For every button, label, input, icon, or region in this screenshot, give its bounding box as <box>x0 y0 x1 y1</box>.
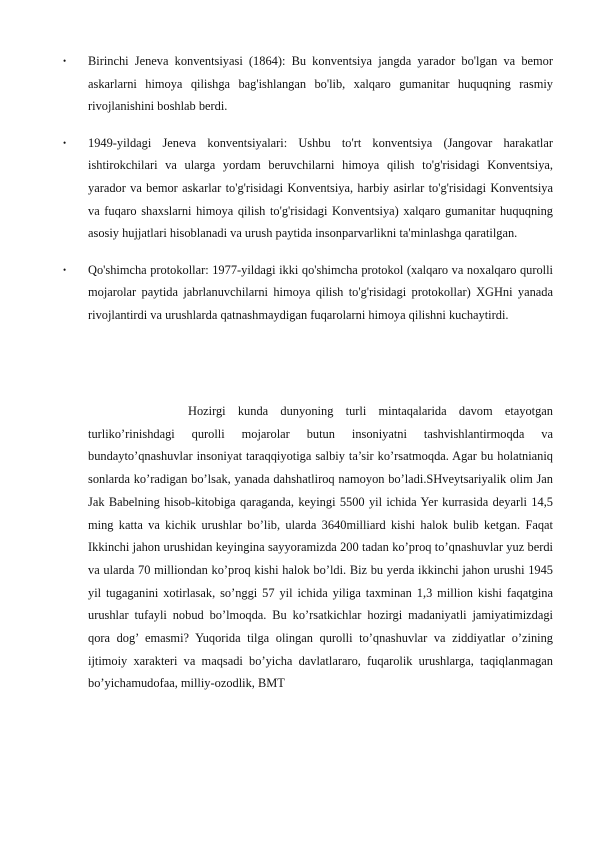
list-item-title: Qo'shimcha protokollar: <box>88 262 209 277</box>
list-item-title: 1949-yildagi Jeneva konventsiyalari: <box>88 135 288 150</box>
list-item <box>63 259 553 327</box>
list-item <box>63 132 553 245</box>
bullet-icon: • <box>63 137 67 148</box>
list-item-title: Birinchi Jeneva konventsiyasi (1864): <box>88 54 286 68</box>
bullet-icon: • <box>63 264 67 275</box>
convention-list <box>63 50 553 341</box>
list-item-text: Ushbu to'rt konventsiya (Jangovar harakatlar ishtirokchilari va ularga yordam beruvchilarni himoya qilish to'g'risidagi Konventsiya, yarador va bemor askarlar to'g'risidagi Konventsiya, harbiy asirlar to'g'risidagi Konventsiya va fuqaro shaxslarni himoya qilish to'g'risidagi Konventsiya) xalqaro gumanitar huquqning asosiy hujjatlari hisoblanadi va urush paytida insonparvarlikni ta'minlashga qaratilgan. <box>88 135 553 241</box>
list-item <box>63 50 553 118</box>
list-item-text: Bu konventsiya jangda yarador bo'lgan va bemor askarlarni himoya qilishga bag'ishlangan bo'lib, xalqaro gumanitar huquqning rasmiy rivojlanishini boshlab berdi. <box>88 54 553 114</box>
main-paragraph: Hozirgi kunda dunyoning turli mintaqalarida davom etayotgan turliko’rinishdagi qurolli mojarolar butun insoniyatni tashvishlantirmoqda va bundayto’qnashuvlar insoniyat taraqqiyotiga salbiy ta’sir ko’rsatmoqda. Agar bu holatnianiq sonlarda ko’radigan bo’lsak, yanada dahshatliroq namoyon bo’ladi.SHveytsariyalik olim Jan Jak Babelning hisob-kitobiga qaraganda, keyingi 5500 yil ichida Yer kurrasida deyarli 14,5 ming katta va kichik urushlar bo’lib, ularda 3640milliard kishi halok bulib ketgan. Faqat Ikkinchi jahon urushidan keyingina sayyoramizda 200 tadan ko’proq to’qnashuvlar yuz berdi va ularda 70 milliondan ko’proq kishi halok bo’ldi. Biz bu yerda ikkinchi jahon urushi 1945 yil tugaganini xotirlasak, so’nggi 57 yil ichida yiliga taxminan 1,3 million kishi faqatgina urushlar tufayli nobud bo’lmoqda. Bu ko’rsatkichlar hozirgi madaniyatli jamiyatimizdagi qora dog’ emasmi? Yuqorida tilga olingan qurolli to’qnashuvlar va ziddiyatlar o’zining ijtimoiy xarakteri va maqsadi bo’yicha davlatlararo, fuqarolik urushlarga, taqiqlanmagan bo’yichamudofaa, milliy-ozodlik, BMT <box>88 404 553 691</box>
bullet-icon: • <box>63 56 67 66</box>
list-item-text: 1977-yildagi ikki qo'shimcha protokol (xalqaro va noxalqaro qurolli mojarolar paytida jabrlanuvchilarni himoya qilish to'g'risidagi protokollar) XGHni yanada rivojlantirdi va urushlarda qatnashmaydigan fuqarolarni himoya qilishni kuchaytirdi. <box>88 262 553 322</box>
